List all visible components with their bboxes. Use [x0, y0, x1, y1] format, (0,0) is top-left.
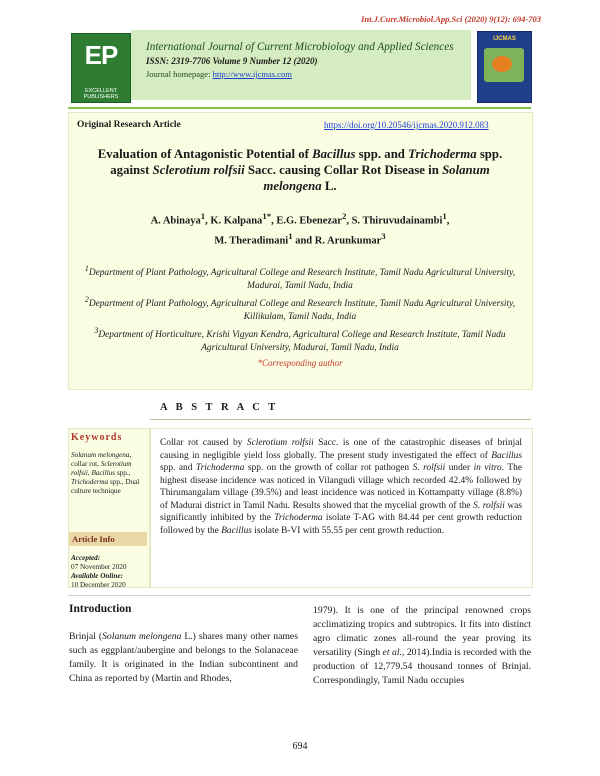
homepage-link[interactable]: http://www.ijcmas.com: [212, 69, 292, 79]
logo-text: EXCELLENT PUBLISHERS: [83, 88, 119, 100]
logo-letters: EP: [84, 40, 118, 70]
affiliation: $^1$Department of Plant Pathology, Agricultural College and Research Institute, Tamil Nadu Agricultural University, Madurai, Tamil Nadu, India: [84, 264, 516, 292]
journal-cover-image: [477, 31, 532, 103]
journal-name: International Journal of Current Microbiology and Applied Sciences: [146, 41, 454, 53]
author: A. Abinaya: [150, 215, 201, 227]
abstract-text: Collar rot caused by Sclerotium rolfsii Sacc. is one of the catastrophic diseases of brinjal causing in negligible yield loss globally. The present study investigated the effect of Bacillus spp. and Trichoderma spp. on the growth of collar rot pathogen S. rolfsii under in vitro. The highest disease incidence was noticed in Vilangudi village which recorded 42.4% followed by Thirumangalam village (39.5%) and least incidence was noticed in Kottampatty village (8.8%) of Madurai district in Tamil Nadu. Results showed that the mycelial growth of the S. rolfsii was significantly inhibited by the Trichoderma isolate T-AG with 84.44 per cent growth reduction followed by the Bacillus isolate B-VI with 55.55 per cent growth reduction.: [160, 438, 523, 536]
abstract-heading: A B S T R A C T: [160, 402, 279, 413]
introduction-heading: Introduction: [69, 603, 132, 615]
keywords-list: Solanum melongena, collar rot, Sclerotium rolfsii, Bacillus spp., Trichoderma spp., Dual culture technique: [71, 451, 140, 495]
author: M. Theradimani: [214, 235, 289, 246]
author: E.G. Ebenezar: [276, 215, 342, 227]
author: K. Kalpana: [210, 215, 263, 227]
journal-issn: ISSN: 2319-7706 Volume 9 Number 12 (2020): [146, 56, 318, 66]
author: R. Arunkumar: [314, 235, 382, 246]
publisher-logo: [71, 33, 131, 103]
section-divider: [68, 595, 531, 596]
cover-art-accent: [492, 56, 512, 72]
affiliation: $^2$Department of Plant Pathology, Agricultural College and Research Institute, Tamil Nadu Agricultural University, Killikulam, Tamil Nadu, India: [84, 295, 516, 323]
keywords-heading: Keywords: [71, 432, 123, 443]
cover-title: IJCMAS: [493, 36, 516, 42]
article-info-dates: Accepted: 07 November 2020 Available Online: 10 December 2020: [71, 554, 127, 589]
affiliations: [80, 262, 520, 355]
introduction-column-right: 1979). It is one of the principal renowned crops acclimatizing tropics and subtropics. It fits into distinct agro climatic zones all-round the year proving its versatility (Singh et al., 2014).India is recorded with the production of 12,779.54 thousand tonnes of Brinjal. Correspondingly, Tamil Nadu occupies: [313, 605, 532, 686]
doi-link[interactable]: https://doi.org/10.20546/ijcmas.2020.912.083: [324, 120, 489, 130]
author-list: A. Abinaya$^1$, K. Kalpana$^{1*}$, E.G. Ebenezar$^2$, S. Thiruvudainambi$^1$, M. Theradimani$^1$ and R. Arunkumar$^3$: [150, 211, 450, 246]
header-divider: [68, 107, 531, 109]
introduction-column-left: Brinjal (Solanum melongena L.) shares many other names such as eggplant/aubergine and belongs to the Solanaceae family. It is originated in the Indian subcontinent and China as reported by (Martin and Rhodes,: [69, 631, 298, 684]
article-info-heading: Article Info: [72, 534, 115, 544]
abstract-divider: [150, 419, 531, 420]
page-number: 694: [292, 741, 308, 752]
article-title: Evaluation of Antagonistic Potential of Bacillus spp. and Trichoderma spp. against Sclerotium rolfsii Sacc. causing Collar Rot Disease in Solanum melongena L.: [97, 147, 503, 193]
corresponding-author-note: *Corresponding author: [257, 358, 343, 368]
running-header: Int.J.Curr.Microbiol.App.Sci (2020) 9(12): 694-703: [361, 14, 541, 24]
article-type: Original Research Article: [77, 120, 181, 130]
author: S. Thiruvudainambi: [351, 215, 443, 227]
homepage-label: Journal homepage:: [146, 69, 213, 79]
journal-homepage: [146, 69, 292, 79]
affiliation: $^3$Department of Horticulture, Krishi Vigyan Kendra, Agricultural College and Research Institute, Tamil Nadu Agricultural University, Madurai, Tamil Nadu, India: [94, 326, 506, 354]
